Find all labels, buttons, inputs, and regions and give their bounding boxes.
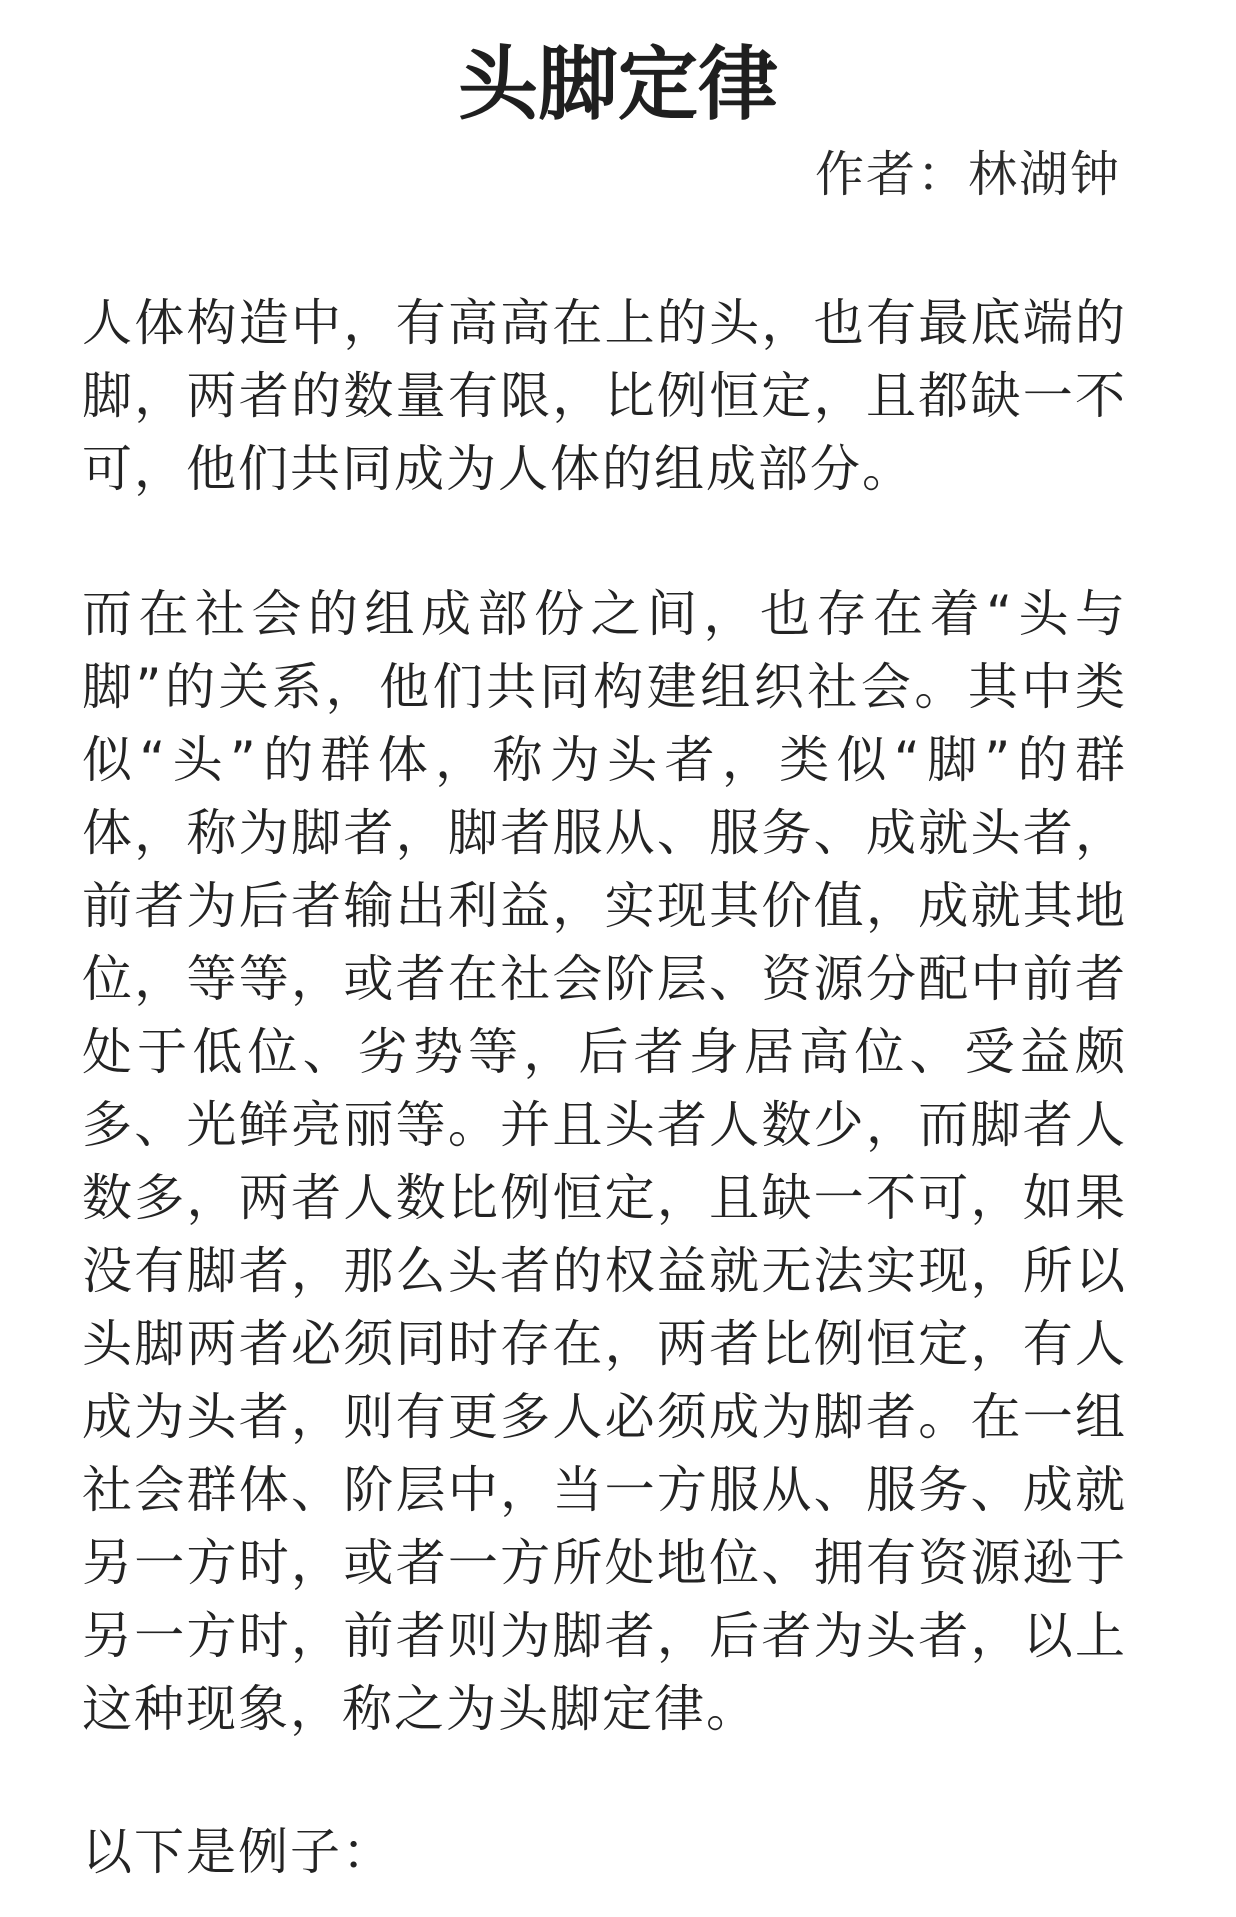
- paragraph-examples-heading: 以下是例子：: [82, 1823, 394, 1881]
- article-title: 头脚定律: [458, 38, 778, 131]
- article-author: 作者：林湖钟: [814, 146, 1121, 203]
- paragraph-intro: 人体构造中，有高高在上的头，也有最底端的脚，两者的数量有限，比例恒定，且都缺一不可，他们共同成为人体的组成部分。: [82, 294, 1127, 498]
- paragraph-definition: 而在社会的组成部份之间，也存在着“头与脚”的关系，他们共同构建组织社会。其中类似“头”的群体，称为头者，类似“脚”的群体，称为脚者，脚者服从、服务、成就头者，前者为后者输出利益，实现其价值，成就其地位，等等，或者在社会阶层、资源分配中前者处于低位、劣势等，后者身居高位、受益颇多、光鲜亮丽等。并且头者人数少，而脚者人数多，两者人数比例恒定，且缺一不可，如果没有脚者，那么头者的权益就无法实现，所以头脚两者必须同时存在，两者比例恒定，有人成为头者，则有更多人必须成为脚者。在一组社会群体、阶层中，当一方服从、服务、成就另一方时，或者一方所处地位、拥有资源逊于另一方时，前者则为脚者，后者为头者，以上这种现象，称之为头脚定律。: [82, 585, 1127, 1738]
